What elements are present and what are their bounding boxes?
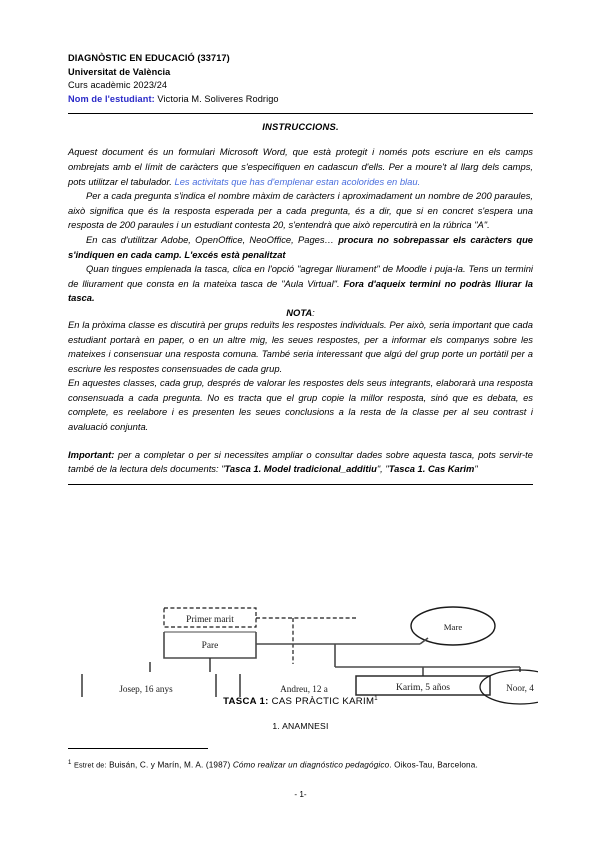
important-text-b: ", " (376, 463, 389, 475)
instructions-p3-bold: procura no sobrepassar els caràcters que s'indiquen en cada camp. L'excés està penalitzat (68, 233, 534, 260)
instructions-divider (68, 484, 533, 485)
footnote-citation-tail: . Oikos-Tau, Barcelona. (389, 760, 478, 770)
instructions-p1-text: Aquest document és un formulari Microsoft Word, que està protegit i només pots escriure en els camps ombrejats amb el límit de caràcters que s'especifiquen en cadascun d'ells. Per a moure't al llarg dels camps, pots utilitzar el tabulador. (68, 146, 533, 187)
genogram-svg (68, 600, 538, 708)
genogram-label-josep: Josep, 16 anys (119, 684, 173, 694)
page-number: - 1- (294, 790, 307, 799)
course-title: DIAGNÒSTIC EN EDUCACIÓ (33717) (68, 53, 230, 63)
academic-year: Curs acadèmic 2023/24 (68, 80, 168, 91)
instructions-paragraph-3 (68, 233, 533, 262)
genogram-label-mother: Mare (443, 622, 463, 632)
student-name-row (68, 93, 533, 107)
genogram-label-noor: Noor, 4 (506, 683, 534, 693)
instructions-paragraph-2: Per a cada pregunta s'indica el nombre màxim de caràcters i aproximadament un nombre de 200 paraules, això significa que és la resposta esperada per a cada pregunta, és a dir, que si en concret s'espera una resposta de 200 paraules i un estudiant contesta 20, s'entendrà que això repercutirà en la rúbrica "A". (68, 190, 533, 231)
instructions-paragraph-1 (68, 145, 533, 189)
instructions-p1-blue: Les activitats que has d'emplenar estan acolorides en blau. (174, 175, 421, 187)
student-name-label: Nom de l'estudiant: (68, 93, 155, 104)
genogram-label-father: Pare (201, 641, 219, 651)
genogram-label-karim: Karim, 5 años (395, 682, 451, 693)
section-heading-anamnesi: 1. ANAMNESI (272, 721, 329, 731)
genogram-diagram (68, 600, 538, 708)
nota-heading-label: NOTA (286, 306, 313, 318)
tasca-title (68, 696, 533, 707)
genogram-label-first-husband: Primer marit (186, 615, 234, 625)
important-doc-2: Tasca 1. Cas Karim (388, 463, 475, 475)
tasca-title-text: CAS PRÀCTIC KARIM (268, 696, 375, 708)
important-text-c: " (474, 463, 478, 475)
important-text-a: per a completar o per si necessites ampliar o consultar dades sobre aquesta tasca, pots servir-te també de la lectura dels documents: " (68, 448, 533, 475)
university-name: Universitat de València (68, 66, 171, 77)
nota-heading (68, 307, 533, 318)
important-paragraph (68, 448, 533, 477)
footnote-divider (68, 748, 208, 749)
tasca-label: TASCA 1: (223, 696, 269, 708)
student-name-value: Victoria M. Soliveres Rodrigo (154, 93, 279, 104)
nota-paragraph-1: En la pròxima classe es discutirà per grups reduïts les respostes individuals. Per això, seria important que cada estudiant portarà en paper, o en un altre mig, les seues respostes, per a informar els companys sobre les mateixes i consensuar una resposta comuna. També seria interessant que algú del grup porte un portàtil per a escriure les respostes consensuades de cada grup. (68, 318, 533, 374)
instructions-p4-bold: Fora d'aqueix termini no podràs lliurar la tasca. (68, 277, 534, 304)
document-header (68, 52, 533, 106)
important-doc-1: Tasca 1. Model tradicional_additiu (224, 463, 377, 475)
nota-heading-colon: : (312, 306, 315, 318)
footnote-prefix: Estret de: (73, 760, 107, 770)
instructions-p4-text: Quan tingues emplenada la tasca, clica en l'opció "agregar lliurament" de Moodle i puja-la. Tens un termini de lliurament que consta en la mateixa tasca de "Aula Virtual". (68, 263, 533, 289)
instructions-paragraph-4 (68, 262, 533, 306)
footnote (68, 757, 533, 772)
header-divider (68, 113, 533, 114)
footnote-citation: Buisán, C. y Marín, M. A. (1987) (106, 760, 233, 770)
genogram-label-andreu: Andreu, 12 a (280, 684, 328, 694)
instructions-p3-text: En cas d'utilitzar Adobe, OpenOffice, NeoOffice, Pages… (86, 233, 339, 245)
footnote-marker: 1 (68, 760, 72, 766)
footnote-citation-title: Cómo realizar un diagnóstico pedagógico (232, 760, 390, 770)
important-label: Important: (68, 448, 115, 460)
nota-paragraph-2: En aquestes classes, cada grup, després de valorar les respostes dels seus integrants, elaborarà una resposta consensuada a cada pregunta. No es tracta que el grup copie la millor resposta, sinó que es debata, es complete, es reelabore i es presenten les seues conclusions a la resta de la classe per al seu contrast i avaluació conjunta. (68, 377, 533, 433)
document-body (68, 52, 533, 485)
instructions-heading: INSTRUCCIONS. (262, 121, 339, 133)
tasca-footnote-marker: 1 (374, 696, 378, 702)
